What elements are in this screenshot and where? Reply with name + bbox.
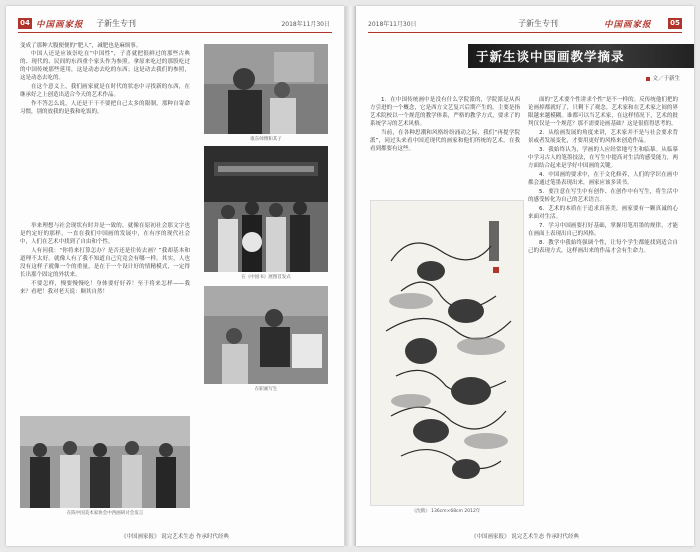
- paragraph: 人有问我：“你将来打算怎办？是否还是往传去画？”我却基本和道理不太好。就像人有了我不知道自己究竟会有哪一样。其实，人也没有这样子就像一个的重量，是在于一个设计好的情精模式，一定得长出那个固定的外状来。: [20, 248, 190, 278]
- photo-event: [204, 146, 328, 272]
- section-title: 子新生专刊: [96, 19, 136, 28]
- paragraph: 面的“艺术要个性讲求个性”是不一样的。反传统他们把的论画掉都就好了，只剩下了观念。艺术家和在艺术家之间的界限越来越模糊。谁都可以当艺术家，在这样情况下，艺术的批判仅仅是一个规范？那不需要论画基础？这是很值得思考的。: [528, 97, 678, 127]
- paragraph: 中国人还是应该崇吃在“中国性”，子喜就把很鲜过的那些古典的、现代的、民间的东西重个家头作为参照。拿原来吃过的那股吃过的中国传统那些延用，这是动态去吃的东西；这是动去我们的参照，这是动态去吃的。: [20, 51, 190, 81]
- paragraph: 不要怎样，慢要慢慢吃！身体要好好养！至于将来怎样——我来？看吧！我对老天说：顺其自然！: [20, 281, 190, 295]
- page-number: 05: [668, 18, 682, 29]
- photo-sketching: [204, 286, 328, 384]
- photo-artist-portrait: [204, 44, 328, 134]
- ink-painting: [370, 200, 524, 506]
- issue-date: 2018年11月30日: [281, 21, 330, 28]
- left-page: [6, 6, 344, 546]
- paragraph: 举来理想与社会现状有时并是一致的，就像在原初社会那文字也是约定好的那样，一直在我们中国画的发展中，在有序的现代社会中，人们在艺术中找到了自由和个性。: [20, 223, 190, 245]
- photo-caption: 在《中国书》展图首发式: [241, 275, 291, 280]
- photo-caption: 在陈中国美术家协会中西画研讨会发言: [66, 511, 144, 516]
- page-header: [368, 18, 682, 33]
- article-title: 于新生谈中国画教学摘录: [476, 49, 625, 64]
- paragraph: 变成了那种大腹便便的“肥人”，减肥也是麻烦事。: [20, 43, 142, 49]
- byline-marker-icon: [646, 77, 650, 81]
- painting-image: [371, 201, 523, 505]
- paragraph: 7．学习中国画要打好基础，掌握用笔用墨的规律，才能在画面上表现出自己的风格。: [528, 223, 678, 237]
- paragraph: 4．中国画的要求中，在于文化修养，人们的学识在画中都会通过笔墨表现出来，画家应该多读书。: [528, 172, 678, 186]
- article-banner: [468, 44, 694, 68]
- paragraph: 作不答怎么说，人还是干干不要把自己太多的限制，那种自寄命习惯，别的放我的是我和吃饭的。: [20, 101, 190, 115]
- paragraph: 8．教学中我始终强调个性，让每个学生都能找到适合自己的表现方式，这样画出来的作品才会有生命力。: [528, 240, 678, 254]
- paragraph: 当前，在各种思潮和风格纷纷涌动之际，我们“再提学院派”，同过头来看中国近现代的画家和他们所统的艺术，在我看到都要有这些。: [370, 130, 520, 152]
- photo-caption: 在职画写生: [254, 387, 278, 392]
- paragraph: 在这个意义上，我们画家就是在时代的状态中寻找新的东西，在继承好之上创造出适合今天的艺术作品。: [20, 84, 190, 98]
- newspaper-logo: 中国画家报: [604, 20, 652, 30]
- paragraph: 1．在中国传统画中是没有什么学院派的，学院派是从西方引进的一个概念，它是西方文艺复兴后期产生的。主要是指艺术院校以一个规范的教学体系，严格的教学方式，要求了的系统学习的艺术风格。: [370, 97, 520, 127]
- paragraph: 2．从绘画发展的角度来讲，艺术家并不是与社会要求背景或者发展变化，才要用更好的风格来创造作品。: [528, 130, 678, 144]
- byline-text: 文／于新生: [652, 76, 680, 82]
- event-image: [204, 146, 328, 272]
- portrait-image: [204, 44, 328, 134]
- spread-gutter: [345, 6, 356, 546]
- page-footer: 《中国画家报》 说完艺术生态 作承时代经典: [471, 534, 579, 540]
- article-column-2: [528, 96, 678, 520]
- issue-date: 2018年11月30日: [368, 21, 417, 28]
- section-title: 子新生专刊: [518, 19, 558, 28]
- paragraph: 6．艺术的本质在于追求真善美，画家要有一颗真诚的心来面对生活。: [528, 206, 678, 220]
- photo-caption: 康东师傅和其子: [250, 137, 282, 142]
- page-header: [18, 18, 332, 33]
- byline: [646, 74, 680, 82]
- paragraph: 5．要注意在写生中有创作、在创作中有写生，将生活中的感受转化为自己的艺术语言。: [528, 189, 678, 203]
- conference-image: [20, 416, 190, 508]
- newspaper-logo: 中国画家报: [36, 20, 84, 30]
- article-column-bottom: [20, 222, 190, 414]
- page-footer: 《中国画家报》 说完艺术生态 作承时代经典: [121, 534, 229, 540]
- sketching-image: [204, 286, 328, 384]
- article-column-top: [20, 42, 190, 218]
- painting-caption: 《沈鹤》 136cm×68cm 2012年: [411, 509, 481, 514]
- page-number: 04: [18, 18, 32, 29]
- photo-conference: [20, 416, 190, 508]
- paragraph: 3．我始终认为，学画的人应经常地写生和临摹。从临摹中学习古人的笔墨技法，在写生中提高对生活的感受能力，两方面结合起来是学好中国画的关键。: [528, 147, 678, 169]
- article-column-1: [370, 96, 520, 192]
- right-page: [356, 6, 694, 546]
